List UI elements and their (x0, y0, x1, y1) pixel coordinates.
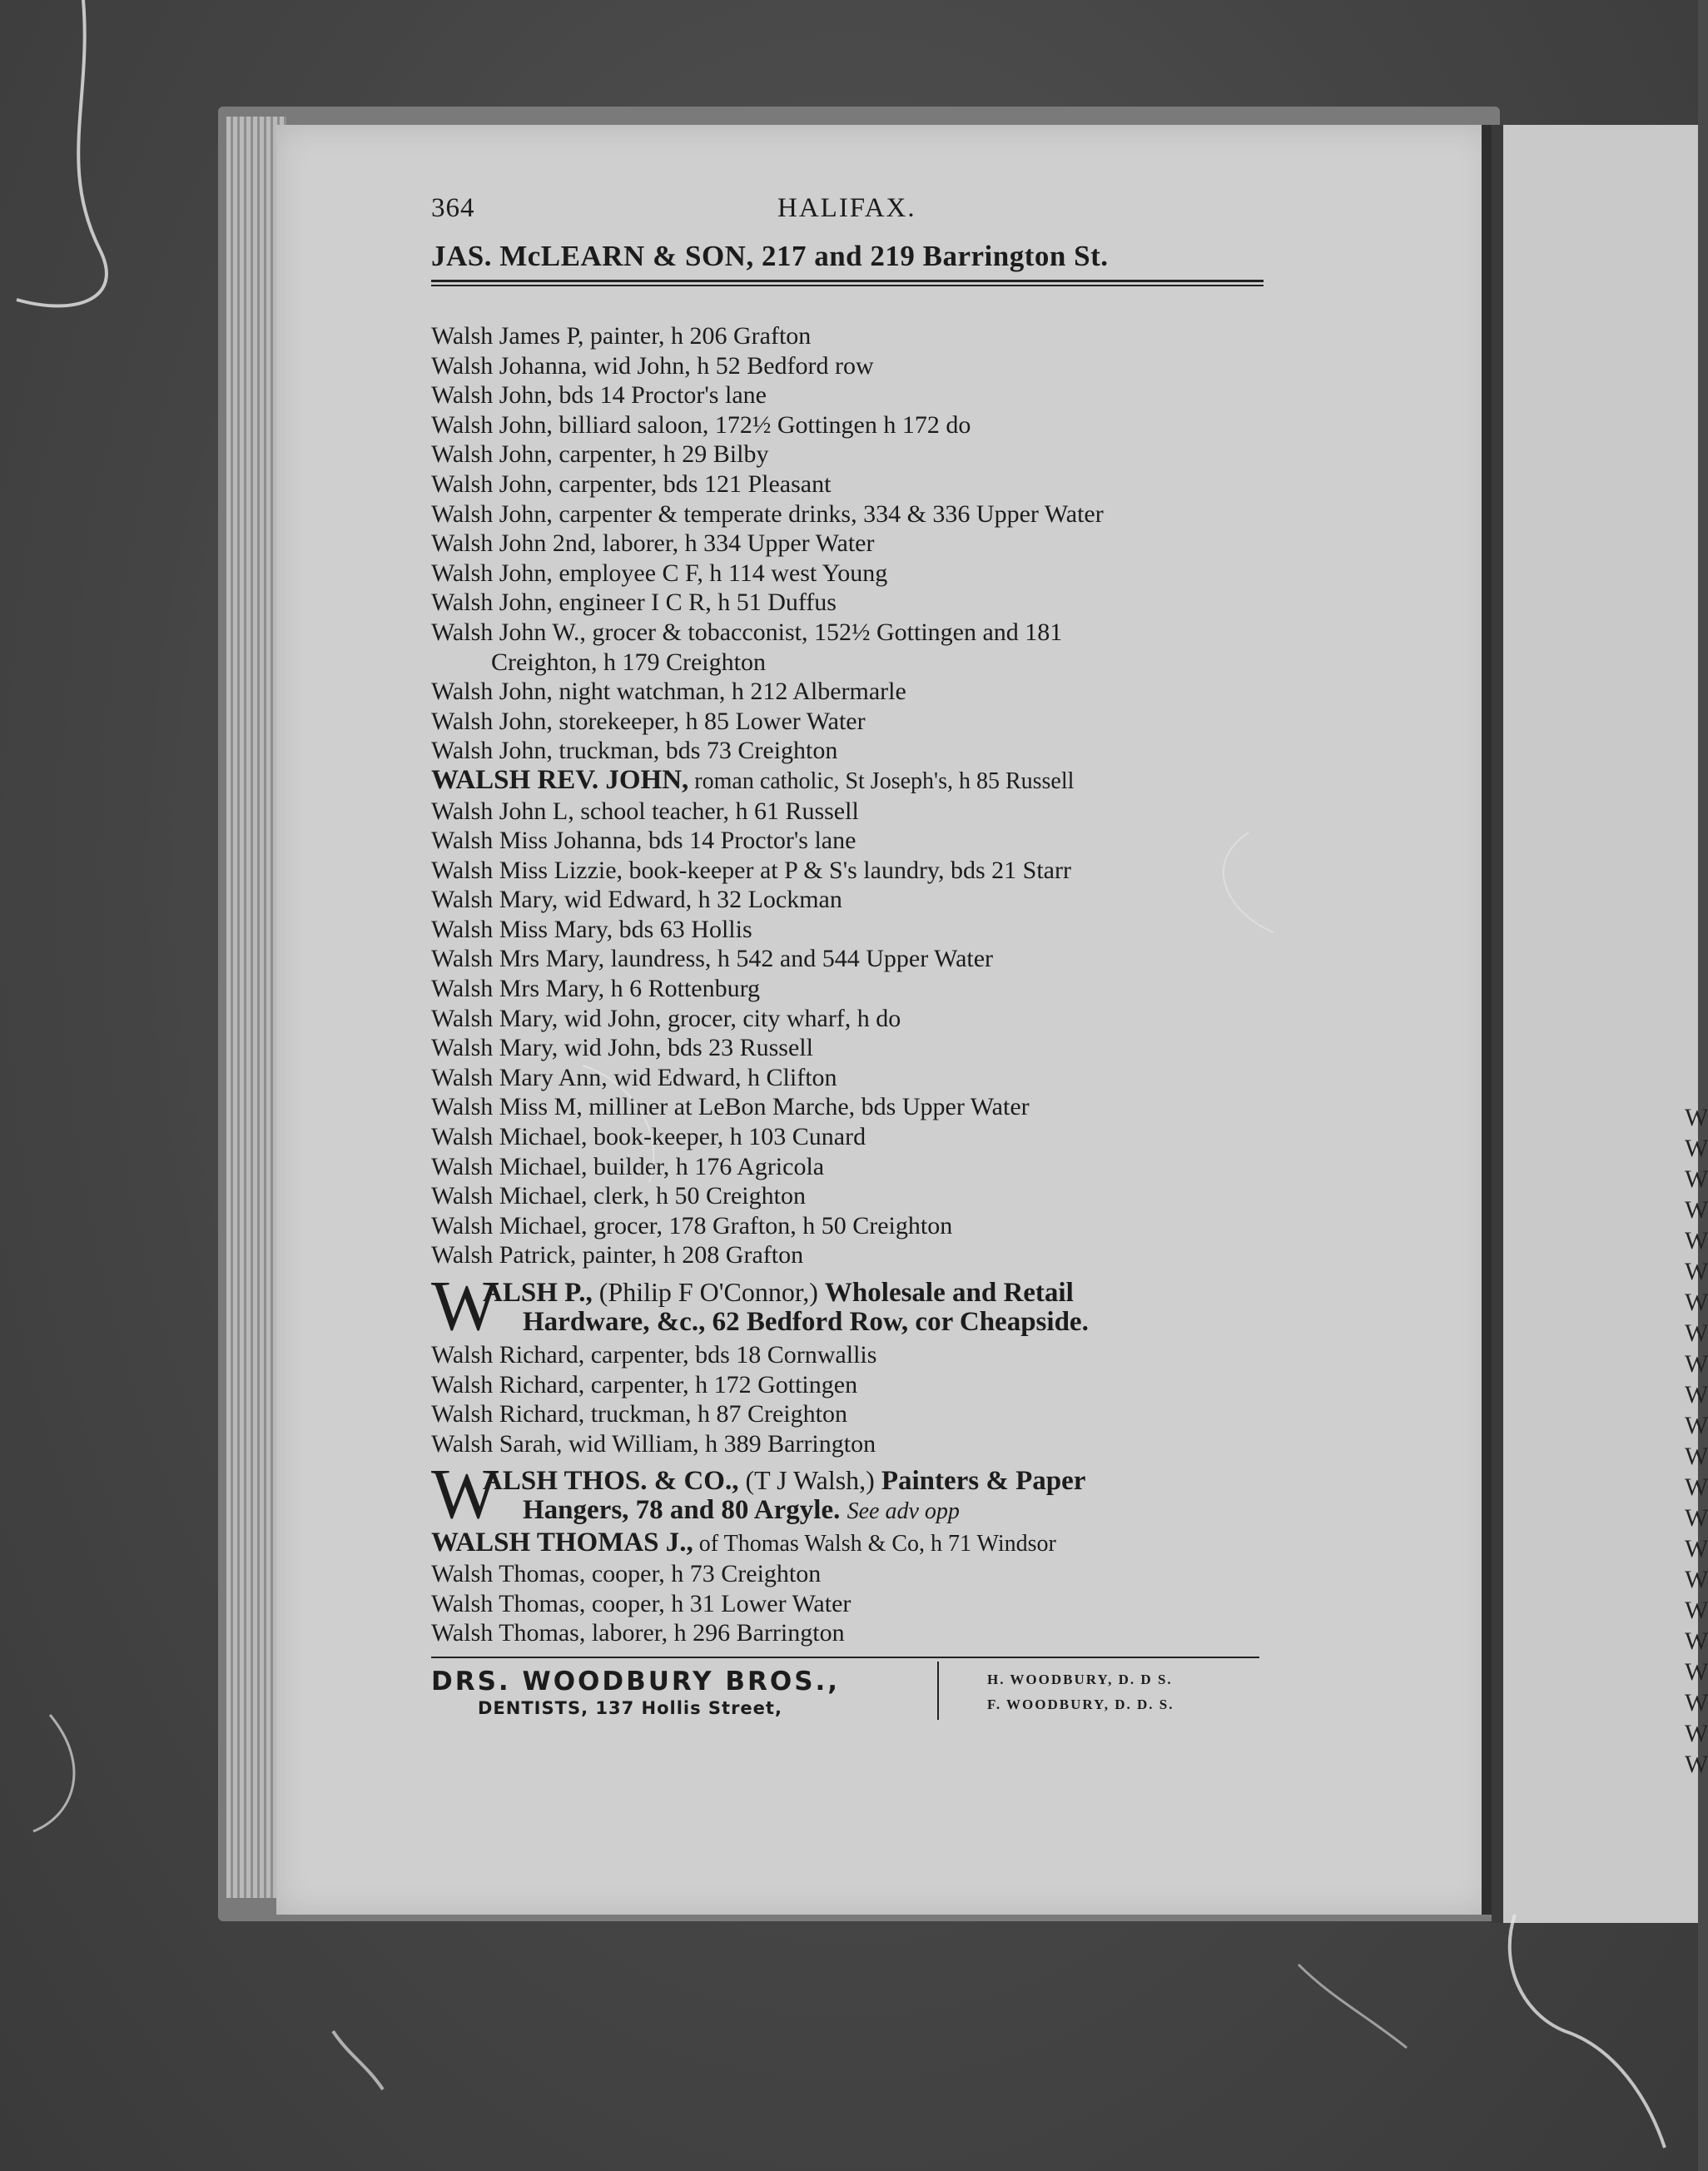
directory-entry-bold (431, 1528, 1280, 1559)
directory-entry: Walsh James P, painter, h 206 Grafton (431, 322, 812, 350)
footer-firm-address: DENTISTS, 137 Hollis Street, (478, 1697, 782, 1718)
directory-entry: Walsh Thomas, cooper, h 73 Creighton (431, 1559, 822, 1587)
footer-partner-1: H. WOODBURY, D. D S. (987, 1671, 1173, 1687)
facing-page-letter: W (1685, 1258, 1708, 1285)
directory-entry: Walsh Patrick, painter, h 208 Grafton (431, 1241, 804, 1269)
footer-divider (937, 1662, 939, 1720)
ad-line-1 (483, 1465, 1085, 1497)
entry-group-c (431, 1340, 1280, 1458)
facing-page-letter: W (1685, 1535, 1708, 1562)
entry-group-b (431, 797, 1280, 1271)
entry-name-bold: WALSH REV. JOHN, (431, 764, 689, 795)
header-advertisement: JAS. McLEARN & SON, 217 and 219 Barrington St. (431, 240, 1109, 272)
directory-entry: Walsh Michael, builder, h 176 Agricola (431, 1152, 825, 1180)
directory-entry: Walsh Mary, wid John, bds 23 Russell (431, 1034, 813, 1062)
directory-entry: Walsh John, night watchman, h 212 Albermarle (431, 678, 906, 706)
directory-entry: Walsh John, carpenter, h 29 Bilby (431, 440, 769, 469)
entry-name-bold: WALSH THOMAS J., (431, 1528, 693, 1558)
directory-entry: Walsh Johanna, wid John, h 52 Bedford row (431, 351, 874, 380)
ad-address: Hangers, 78 and 80 Argyle. (523, 1495, 841, 1526)
ad-line-2: Hardware, &c., 62 Bedford Row, cor Cheapside. (523, 1307, 1089, 1337)
facing-page-letter: W (1685, 1319, 1708, 1347)
directory-entry: Walsh Mrs Mary, laundress, h 542 and 544 Upper Water (431, 945, 994, 973)
drop-cap: W (431, 1453, 499, 1534)
facing-page-letter: W (1685, 1350, 1708, 1378)
directory-entry: Walsh John W., grocer & tobacconist, 152½ Gottingen and 181 (431, 618, 1063, 646)
directory-entry: Walsh John, carpenter & temperate drinks, 334 & 336 Upper Water (431, 499, 1104, 528)
directory-entry: Walsh Thomas, cooper, h 31 Lower Water (431, 1589, 852, 1617)
advertisement-walsh-thos (431, 1453, 1280, 1534)
facing-page-letter: W (1685, 1412, 1708, 1439)
directory-entry: Walsh John, employee C F, h 114 west Young (431, 559, 888, 587)
ad-reference: See adv opp (847, 1498, 960, 1525)
footer-partner-2: F. WOODBURY, D. D. S. (987, 1696, 1174, 1712)
header-rule (431, 280, 1264, 282)
ad-firm-name: ALSH THOS. & CO., (483, 1466, 739, 1497)
directory-entry: Walsh John L, school teacher, h 61 Russell (431, 797, 859, 825)
drop-cap: W (431, 1265, 499, 1345)
directory-entry-bold (431, 766, 1280, 797)
footer-firm-name: DRS. WOODBURY BROS., (431, 1666, 841, 1697)
directory-entry: Walsh John, storekeeper, h 85 Lower Water (431, 707, 866, 735)
facing-page-letter: W (1685, 1196, 1708, 1224)
page-title: HALIFAX. (777, 193, 916, 223)
directory-entry: Walsh Miss Mary, bds 63 Hollis (431, 915, 752, 943)
ad-line-1 (483, 1277, 1074, 1309)
facing-page-letter: W (1685, 1689, 1708, 1716)
ad-firm-name: ALSH P., (483, 1278, 593, 1308)
directory-entry: Walsh Michael, grocer, 178 Grafton, h 50 Creighton (431, 1211, 953, 1240)
directory-entry: Walsh Miss Lizzie, book-keeper at P & S's laundry, bds 21 Starr (431, 856, 1071, 884)
page-content (431, 193, 1280, 1728)
facing-page-letter: W (1685, 1751, 1708, 1778)
facing-page (1492, 125, 1698, 1923)
facing-page-letter: W (1685, 1597, 1708, 1624)
directory-entry: Walsh Sarah, wid William, h 389 Barrington (431, 1429, 876, 1458)
header-rule-thin (431, 285, 1264, 286)
ad-business: Painters & Paper (881, 1466, 1086, 1497)
footer-rule (431, 1657, 1259, 1658)
directory-entry: Walsh Mrs Mary, h 6 Rottenburg (431, 975, 761, 1003)
facing-page-letter: W (1685, 1443, 1708, 1470)
directory-entry: Walsh John, billiard saloon, 172½ Gottingen h 172 do (431, 410, 971, 439)
facing-page-letter: W (1685, 1473, 1708, 1501)
directory-entry: Walsh Miss Johanna, bds 14 Proctor's lane (431, 827, 856, 855)
directory-entry: Walsh John 2nd, laborer, h 334 Upper Water (431, 529, 875, 558)
directory-listing (431, 321, 1280, 1648)
directory-entry: Walsh John, truckman, bds 73 Creighton (431, 737, 838, 765)
facing-page-letter: W (1685, 1658, 1708, 1686)
directory-entry: Walsh Mary, wid Edward, h 32 Lockman (431, 886, 842, 914)
directory-entry: Walsh Mary Ann, wid Edward, h Clifton (431, 1063, 837, 1091)
directory-entry: Walsh John, engineer I C R, h 51 Duffus (431, 589, 837, 617)
facing-page-letter: W (1685, 1627, 1708, 1655)
book-gutter (1482, 125, 1492, 1915)
facing-page-letter: W (1685, 1566, 1708, 1593)
ad-business: Wholesale and Retail (824, 1278, 1074, 1308)
facing-page-letter: W (1685, 1504, 1708, 1532)
footer-advertisement (431, 1662, 1280, 1728)
directory-entry: Walsh Thomas, laborer, h 296 Barrington (431, 1619, 845, 1647)
entry-group-a (431, 321, 1280, 766)
directory-entry: Walsh Michael, clerk, h 50 Creighton (431, 1182, 806, 1210)
facing-page-letter: W (1685, 1135, 1708, 1162)
ad-line-2 (523, 1495, 960, 1526)
facing-page-gutter (1492, 125, 1503, 1923)
facing-page-letter: W (1685, 1381, 1708, 1408)
advertisement-walsh-p (431, 1265, 1280, 1345)
facing-page-letter: W (1685, 1165, 1708, 1193)
facing-page-letter: W (1685, 1104, 1708, 1131)
directory-entry-continuation: Creighton, h 179 Creighton (491, 648, 766, 676)
directory-entry: Walsh Richard, truckman, h 87 Creighton (431, 1400, 847, 1428)
directory-entry: Walsh Michael, book-keeper, h 103 Cunard (431, 1123, 866, 1151)
directory-entry: Walsh John, carpenter, bds 121 Pleasant (431, 469, 832, 498)
page-number: 364 (431, 193, 475, 223)
directory-entry: Walsh Miss M, milliner at LeBon Marche, bds Upper Water (431, 1093, 1030, 1121)
facing-page-letter: W (1685, 1227, 1708, 1254)
ad-proprietor: (T J Walsh,) (738, 1465, 881, 1496)
ad-proprietor: (Philip F O'Connor,) (592, 1277, 825, 1307)
entry-group-d (431, 1559, 1280, 1648)
directory-entry: Walsh Mary, wid John, grocer, city wharf, h do (431, 1004, 901, 1032)
entry-detail: of Thomas Walsh & Co, h 71 Windsor (693, 1531, 1056, 1557)
directory-entry: Walsh Richard, carpenter, h 172 Gottingen (431, 1370, 858, 1398)
directory-entry: Walsh John, bds 14 Proctor's lane (431, 381, 767, 410)
facing-page-letter: W (1685, 1720, 1708, 1747)
entry-detail: roman catholic, St Joseph's, h 85 Russell (688, 768, 1075, 794)
directory-entry: Walsh Richard, carpenter, bds 18 Cornwallis (431, 1341, 877, 1369)
facing-page-letter: W (1685, 1289, 1708, 1316)
running-head (431, 193, 1280, 233)
